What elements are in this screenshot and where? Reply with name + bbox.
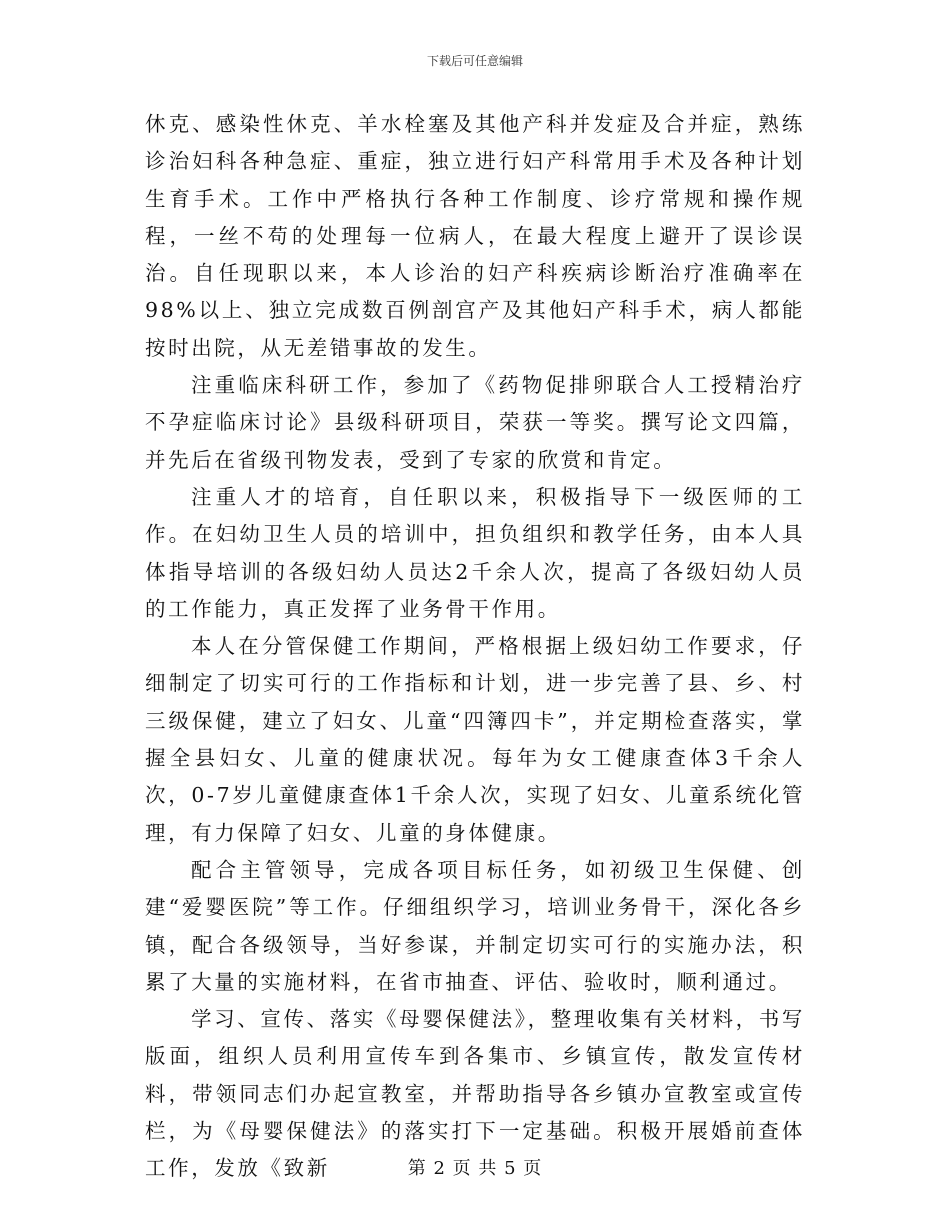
paragraph-leadership: 配合主管领导，完成各项目标任务，如初级卫生保健、创建“爱婴医院”等工作。仔细组织学习，培训业务骨干，深化各乡镇，配合各级领导，当好参谋，并制定切实可行的实施办法，积累了大量的实施材料，在省市抽查、评估、验收时，顺利通过。 <box>145 857 805 994</box>
paragraph-continuation: 休克、感染性休克、羊水栓塞及其他产科并发症及合并症，熟练诊治妇科各种急症、重症，独立进行妇产科常用手术及各种计划生育手术。工作中严格执行各种工作制度、诊疗常规和操作规程，一丝不苟的处理每一位病人，在最大程度上避开了误诊误治。自任现职以来，本人诊治的妇产科疾病诊断治疗准确率在98%以上、独立完成数百例剖宫产及其他妇产科手术，病人都能按时出院，从无差错事故的发生。 <box>145 112 805 360</box>
paragraph-maternal-law: 学习、宣传、落实《母婴保健法》，整理收集有关材料，书写版面，组织人员利用宣传车到各集市、乡镇宣传，散发宣传材料，带领同志们办起宣教室，并帮助指导各乡镇办宣教室或宣传栏，为《母婴保健法》的落实打下一定基础。积极开展婚前查体工作，发放《致新 <box>145 1007 805 1181</box>
paragraph-research: 注重临床科研工作，参加了《药物促排卵联合人工授精治疗不孕症临床讨论》县级科研项目，荣获一等奖。撰写论文四篇，并先后在省级刊物发表，受到了专家的欣赏和肯定。 <box>145 373 805 472</box>
paragraph-training: 注重人才的培育，自任职以来，积极指导下一级医师的工作。在妇幼卫生人员的培训中，担负组织和教学任务，由本人具体指导培训的各级妇幼人员达2千余人次，提高了各级妇幼人员的工作能力，真正发挥了业务骨干作用。 <box>145 484 805 621</box>
document-body <box>145 106 805 1188</box>
paragraph-healthcare: 本人在分管保健工作期间，严格根据上级妇幼工作要求，仔细制定了切实可行的工作指标和计划，进一步完善了县、乡、村三级保健，建立了妇女、儿童“四簿四卡”，并定期检查落实，掌握全县妇女、儿童的健康状况。每年为女工健康查体3千余人次，0-7岁儿童健康查体1千余人次，实现了妇女、儿童系统化管理，有力保障了妇女、儿童的身体健康。 <box>145 634 805 845</box>
page-number-footer: 第 2 页 共 5 页 <box>407 1158 543 1179</box>
page-header: 下载后可任意编辑 <box>426 54 523 68</box>
